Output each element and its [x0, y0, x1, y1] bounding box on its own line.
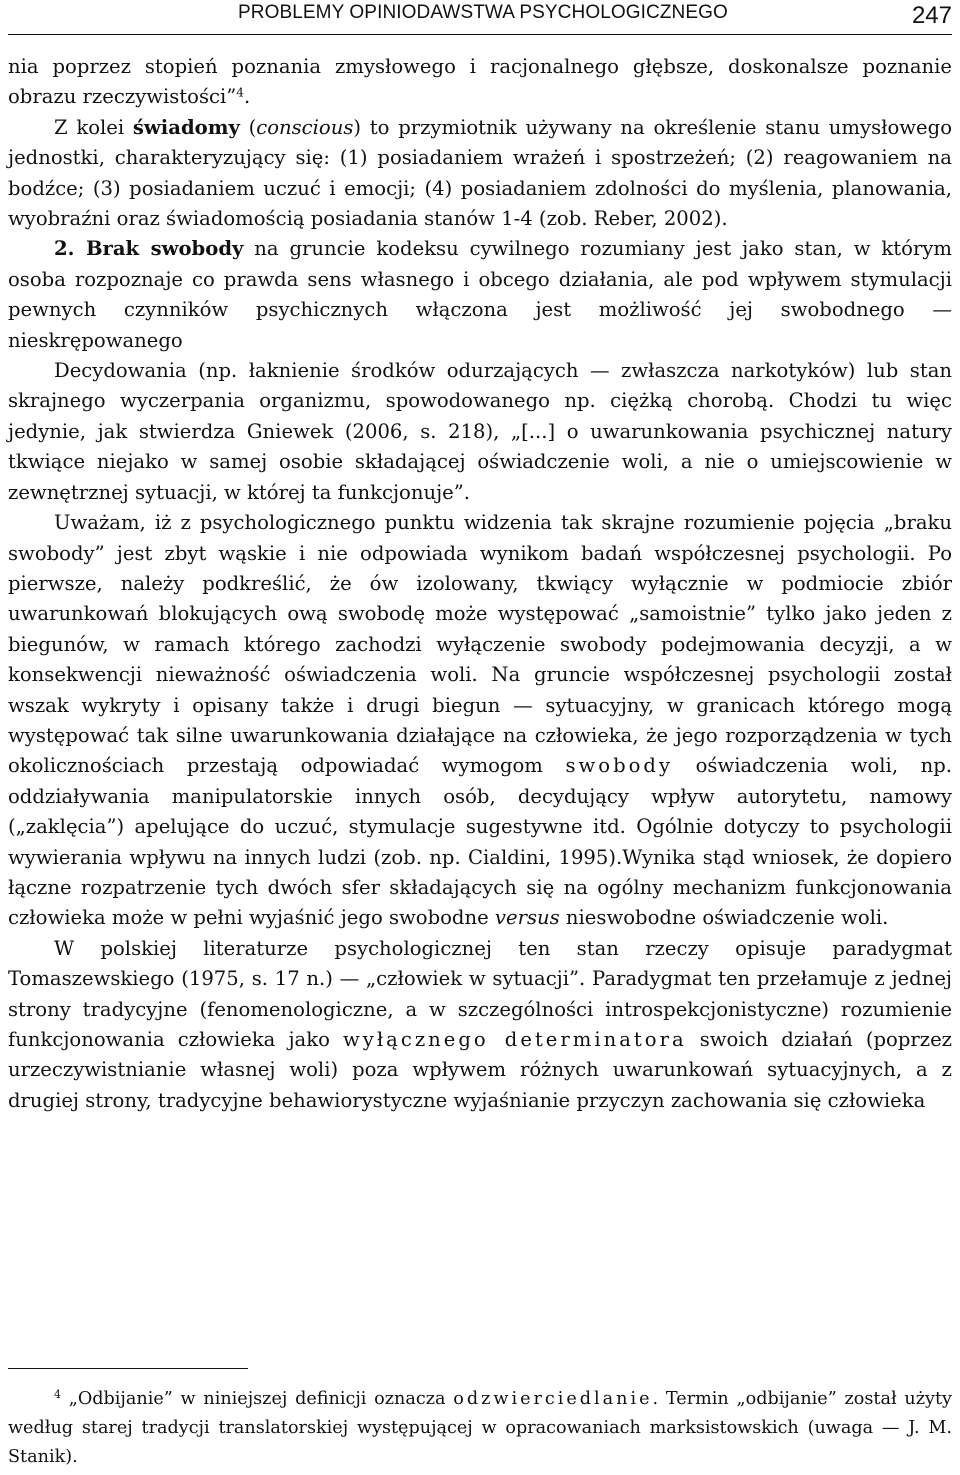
footnote-marker: 4 [54, 1388, 61, 1401]
paragraph-1 [8, 52, 952, 113]
spaced-term-odzwierciedlanie: odzwierciedlanie [453, 1389, 653, 1409]
body-text [8, 52, 952, 1116]
paragraph-4-text: Uważam, iż z psychologicznego punktu widzenia tak skrajne rozumienie pojęcia „braku swobody” jest zbyt wąskie i nie odpowiada wynikom badań współczesnej psychologii. Po pierwsze, należy podkreślić, że ów izolowany, tkwiący wyłącznie w podmiocie zbiór uwarunkowań blokujących ową swobodę może występować „samoistnie” tylko jako jeden z biegunów, w ramach którego zachodzi wyłączenie swobody podejmowania decyzji, a w konsekwencji nieważność oświadczenia woli. Na gruncie współczesnej psychologii został wszak wykryty i opisany także i drugi biegun — sytuacyjny, w granicach którego mogą występować tak silne uwarunkowania działające na człowieka, że jego rozporządzenia w tych okolicznościach przestają odpowiadać wymogom [8, 511, 952, 778]
section-heading-brak-swobody: 2. Brak swobody [54, 237, 244, 261]
paragraph-3-continuation-text: Decydowania (np. łaknienie środków odurzających — zwłaszcza narkotyków) lub stan skrajnego wyczerpania organizmu, spowodowanego np. ciężką chorobą. Chodzi tu więc jedynie, jak stwierdza Gniewek (2006, s. 218), „[...] o uwarunkowania psychicznej natury tkwiące niejako w samej osobie składającej oświadczenie woli, a nie o umiejscowienie w zewnętrznej sytuacji, w której ta funkcjonuje”. [8, 359, 952, 504]
paragraph-2-text: ( [239, 115, 257, 139]
footnote-text: . Termin „odbijanie” został użyty według starej tradycji translatorskiej występującej w opracowaniach marksistowskich (uwaga — J. M. Stanik). [8, 1389, 952, 1467]
paragraph-2-text: ) to przymiotnik używany na określenie stanu umysłowego jednostki, charakteryzujący się: (1) posiadaniem wrażeń i spostrzeżeń; (2) reagowaniem na bodźce; (3) posiadaniem uczuć i emocji; (4) posiadaniem zdolności do myślenia, planowania, wyobraźni oraz świadomością posiadania stanów 1-4 (zob. Reber, 2002). [8, 115, 952, 231]
footnote [8, 1385, 952, 1472]
paragraph-4-text: nieswobodne oświadczenie woli. [559, 906, 889, 930]
paragraph-1-text: nia poprzez stopień poznania zmysłowego i racjonalnego głębsze, doskonalsze poznanie obrazu rzeczywistości” [8, 55, 952, 109]
footnote-text: „Odbijanie” w niniejszej definicji oznacza [60, 1389, 454, 1409]
paragraph-2 [8, 113, 952, 235]
footnote-4 [8, 1385, 952, 1472]
paragraph-5-text: W polskiej literaturze psychologicznej ten stan rzeczy opisuje paradygmat Tomaszewskiego (1975, s. 17 n.) — „człowiek w sytuacji”. Paradygmat ten przełamuje z jednej strony tradycyjne (fenomenologiczne, a w szczególności introspekcjonistyczne) rozumienie funkcjonowania człowieka jako [8, 936, 952, 1051]
paragraph-3 [8, 234, 952, 356]
paragraph-5-text: swoich działań (poprzez urzeczywistnianie własnej woli) poza wpływem różnych uwarunkowań sytuacyjnych, a z drugiej strony, tradycyjne behawiorystyczne wyjaśnianie przyczyn zachowania się człowieka [8, 1028, 952, 1112]
page-number: 247 [911, 2, 952, 29]
page-header [8, 0, 952, 30]
paragraph-4 [8, 508, 952, 934]
spaced-term-swobody: swobody [565, 754, 674, 778]
term-swiadomy: świadomy [132, 115, 240, 139]
running-head: PROBLEMY OPINIODAWSTWA PSYCHOLOGICZNEGO [238, 2, 728, 23]
paragraph-4-text: oświadczenia woli, np. oddziaływania manipulatorskie innych osób, decydujący wpływ autorytetu, namowy („zaklęcia”) apelujące do uczuć, stymulacje sugestywne itd. Ogólnie dotyczy to psychologii wywierania wpływu na innych ludzi (zob. np. Cialdini, 1995).Wynika stąd wniosek, że dopiero łączne rozpatrzenie tych dwóch sfer składających się na ogólny mechanizm funkcjonowania człowieka może w pełni wyjaśnić jego swobodne [8, 754, 953, 930]
footnote-rule [8, 1368, 248, 1369]
header-rule [8, 34, 952, 35]
term-conscious: conscious [256, 115, 354, 139]
spaced-term-wylacznego-determinatora: wyłącznego determinatora [342, 1028, 687, 1051]
term-versus: versus [494, 906, 560, 930]
paragraph-5 [8, 934, 952, 1116]
paragraph-3-text: na gruncie kodeksu cywilnego rozumiany jest jako stan, w którym osoba rozpoznaje co prawda sens własnego i obcego działania, ale pod wpływem stymulacji pewnych czynników psychicznych włączona jest możliwość jej swobodnego — nieskrępowanego [8, 237, 952, 352]
paragraph-2-text: Z kolei [54, 115, 133, 139]
footnote-reference[interactable]: 4 [236, 85, 245, 100]
paragraph-1-end: . [244, 85, 251, 109]
paragraph-3-continuation [8, 356, 952, 508]
